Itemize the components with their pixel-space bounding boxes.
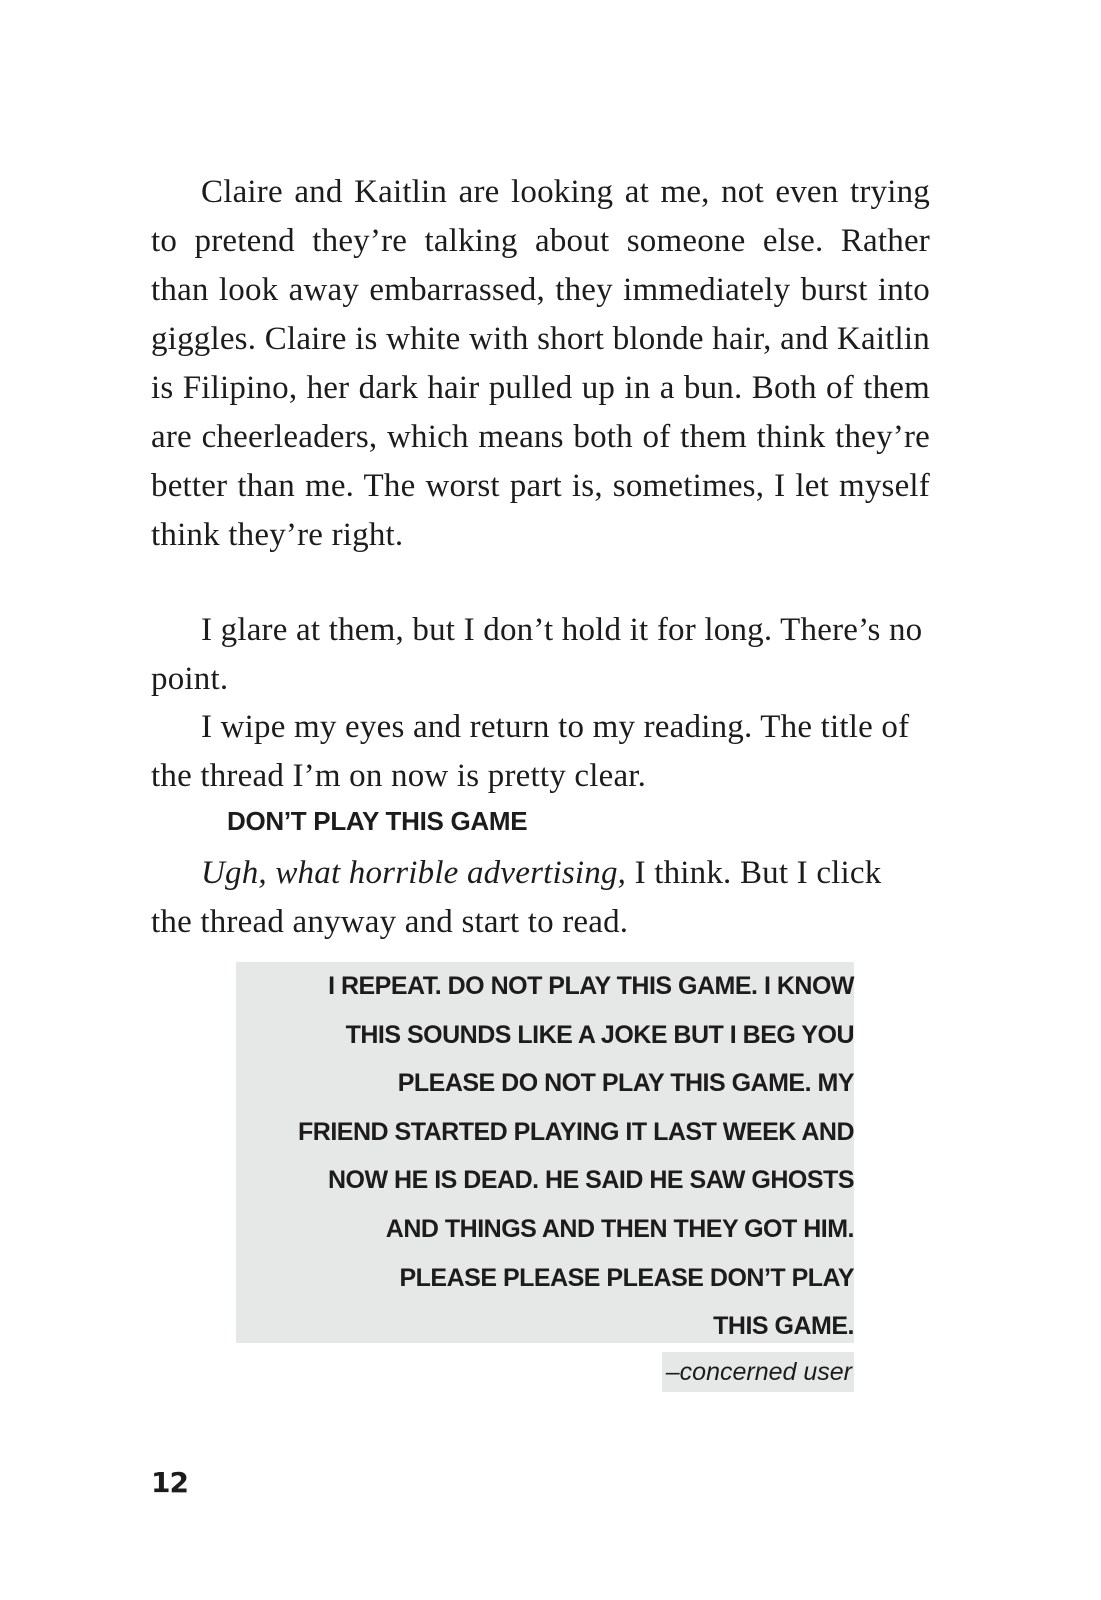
page-number: 12: [151, 1466, 188, 1499]
post-line: NOW HE IS DEAD. HE SAID HE SAW GHOSTS: [328, 1166, 854, 1195]
paragraph-click-thread: [151, 849, 930, 947]
post-line: I REPEAT. DO NOT PLAY THIS GAME. I KNOW: [328, 972, 854, 1000]
paragraph-click-thread-rest: I think. But I click the thread anyway and start to read.: [151, 855, 882, 940]
paragraph-claire-kaitlin: Claire and Kaitlin are looking at me, not even trying to pretend they’re talking about someone else. Rather than look away embarrassed, they immediately burst into giggles. Claire is white with short blonde hair, and Kaitlin is Filipino, her dark hair pulled up in a bun. Both of them are cheerleaders, which means both of them think they’re better than me. The worst part is, sometimes, I let myself think they’re right.: [151, 174, 930, 553]
thread-title: DON’T PLAY THIS GAME: [227, 806, 528, 836]
post-line: PLEASE PLEASE PLEASE DON’T PLAY: [399, 1263, 854, 1292]
post-signature: –concerned user: [662, 1352, 854, 1392]
paragraph-wipe-eyes: I wipe my eyes and return to my reading. The title of the thread I’m on now is pretty clear.: [151, 709, 910, 794]
post-line: THIS SOUNDS LIKE A JOKE BUT I BEG YOU: [345, 1020, 854, 1049]
post-line: AND THINGS AND THEN THEY GOT HIM.: [385, 1214, 854, 1243]
paragraph-glare: I glare at them, but I don’t hold it for long. There’s no point.: [151, 612, 923, 697]
post-line: FRIEND STARTED PLAYING IT LAST WEEK AND: [298, 1117, 854, 1146]
inner-thought: Ugh, what horrible advertising,: [201, 855, 627, 891]
forum-post-text: [236, 962, 854, 1351]
post-line: THIS GAME.: [713, 1312, 854, 1341]
post-line: PLEASE DO NOT PLAY THIS GAME. MY: [397, 1069, 854, 1098]
